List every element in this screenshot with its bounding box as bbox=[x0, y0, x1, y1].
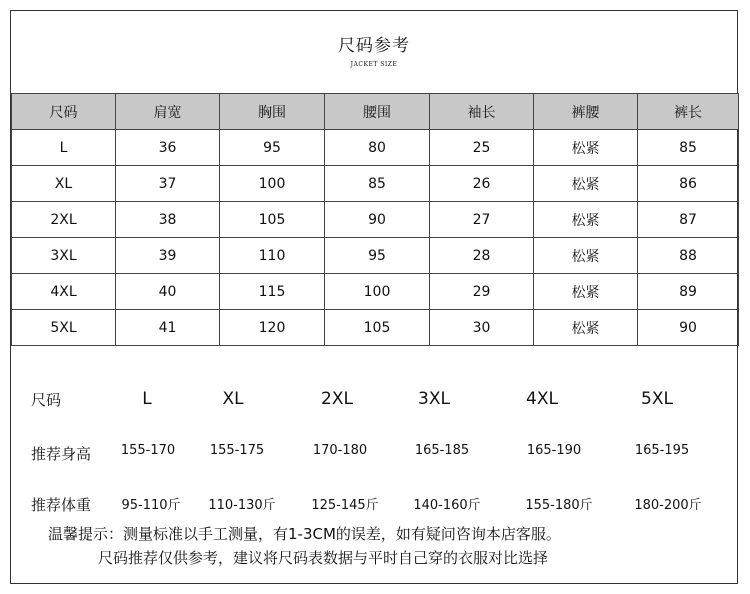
table-row bbox=[12, 310, 739, 346]
table-row bbox=[12, 238, 739, 274]
column-header: 腰围 bbox=[325, 94, 430, 130]
recommend-size: 5XL bbox=[641, 389, 673, 409]
note-line-1: 温馨提示：测量标准以手工测量，有1-3CM的误差，如有疑问咨询本店客服。 bbox=[48, 525, 561, 543]
table-cell: 5XL bbox=[12, 310, 116, 346]
table-cell: 松紧 bbox=[534, 310, 638, 346]
table-cell: 90 bbox=[638, 310, 739, 346]
table-cell: 87 bbox=[638, 202, 739, 238]
table-cell: 2XL bbox=[12, 202, 116, 238]
table-cell: 松紧 bbox=[534, 274, 638, 310]
table-cell: 120 bbox=[220, 310, 325, 346]
table-cell: 30 bbox=[430, 310, 534, 346]
table-row bbox=[12, 166, 739, 202]
table-cell: 29 bbox=[430, 274, 534, 310]
recommend-height: 165-195 bbox=[634, 443, 690, 458]
table-cell: 80 bbox=[325, 130, 430, 166]
table-cell: 90 bbox=[325, 202, 430, 238]
recommend-height: 165-190 bbox=[526, 443, 582, 458]
page-title: 尺码参考 bbox=[338, 36, 410, 56]
recommend-height-label: 推荐身高 bbox=[31, 445, 92, 463]
recommend-size-label: 尺码 bbox=[31, 391, 62, 409]
table-cell: 100 bbox=[220, 166, 325, 202]
table-cell: 3XL bbox=[12, 238, 116, 274]
table-cell: 25 bbox=[430, 130, 534, 166]
column-header: 袖长 bbox=[430, 94, 534, 130]
table-cell: XL bbox=[12, 166, 116, 202]
header bbox=[11, 11, 737, 91]
table-cell: 89 bbox=[638, 274, 739, 310]
table-cell: 100 bbox=[325, 274, 430, 310]
table-row bbox=[12, 274, 739, 310]
table-cell: 105 bbox=[220, 202, 325, 238]
recommend-weight-row bbox=[11, 494, 737, 514]
table-cell: 37 bbox=[116, 166, 220, 202]
note-line-2: 尺码推荐仅供参考，建议将尺码表数据与平时自己穿的衣服对比选择 bbox=[98, 549, 549, 567]
recommend-height: 170-180 bbox=[312, 443, 368, 458]
table-cell: 39 bbox=[116, 238, 220, 274]
table-header-row bbox=[12, 94, 739, 130]
recommend-size: L bbox=[142, 389, 152, 409]
table-cell: 88 bbox=[638, 238, 739, 274]
table-cell: 28 bbox=[430, 238, 534, 274]
table-cell: 36 bbox=[116, 130, 220, 166]
size-table bbox=[11, 93, 739, 346]
recommend-weight: 95-110斤 bbox=[121, 498, 181, 513]
table-cell: 27 bbox=[430, 202, 534, 238]
recommend-height-row bbox=[11, 443, 737, 463]
recommend-height: 155-175 bbox=[209, 443, 265, 458]
table-cell: 85 bbox=[638, 130, 739, 166]
column-header: 胸围 bbox=[220, 94, 325, 130]
table-cell: 115 bbox=[220, 274, 325, 310]
table-cell: 41 bbox=[116, 310, 220, 346]
table-cell: 95 bbox=[325, 238, 430, 274]
column-header: 尺码 bbox=[12, 94, 116, 130]
column-header: 肩宽 bbox=[116, 94, 220, 130]
recommend-weight: 110-130斤 bbox=[208, 498, 276, 513]
table-cell: 105 bbox=[325, 310, 430, 346]
table-cell: L bbox=[12, 130, 116, 166]
table-cell: 松紧 bbox=[534, 202, 638, 238]
table-cell: 26 bbox=[430, 166, 534, 202]
recommend-weight: 140-160斤 bbox=[413, 498, 481, 513]
table-cell: 松紧 bbox=[534, 130, 638, 166]
table-cell: 40 bbox=[116, 274, 220, 310]
recommend-weight-label: 推荐体重 bbox=[31, 496, 92, 514]
size-recommendation bbox=[11, 351, 737, 531]
recommend-size: 4XL bbox=[526, 389, 558, 409]
table-cell: 86 bbox=[638, 166, 739, 202]
column-header: 裤长 bbox=[638, 94, 739, 130]
recommend-weight: 180-200斤 bbox=[634, 498, 702, 513]
table-cell: 85 bbox=[325, 166, 430, 202]
table-cell: 4XL bbox=[12, 274, 116, 310]
recommend-weight: 125-145斤 bbox=[311, 498, 379, 513]
table-cell: 38 bbox=[116, 202, 220, 238]
recommend-height: 155-170 bbox=[120, 443, 176, 458]
table-row bbox=[12, 130, 739, 166]
column-header: 裤腰 bbox=[534, 94, 638, 130]
table-cell: 松紧 bbox=[534, 238, 638, 274]
recommend-size: XL bbox=[222, 389, 244, 409]
page-subtitle: JACKET SIZE bbox=[350, 61, 398, 68]
table-cell: 松紧 bbox=[534, 166, 638, 202]
recommend-size: 3XL bbox=[418, 389, 450, 409]
table-cell: 95 bbox=[220, 130, 325, 166]
table-cell: 110 bbox=[220, 238, 325, 274]
size-chart-frame bbox=[10, 10, 738, 584]
recommend-size: 2XL bbox=[321, 389, 353, 409]
recommend-weight: 155-180斤 bbox=[525, 498, 593, 513]
recommend-height: 165-185 bbox=[414, 443, 470, 458]
table-row bbox=[12, 202, 739, 238]
recommend-size-row bbox=[11, 389, 737, 409]
